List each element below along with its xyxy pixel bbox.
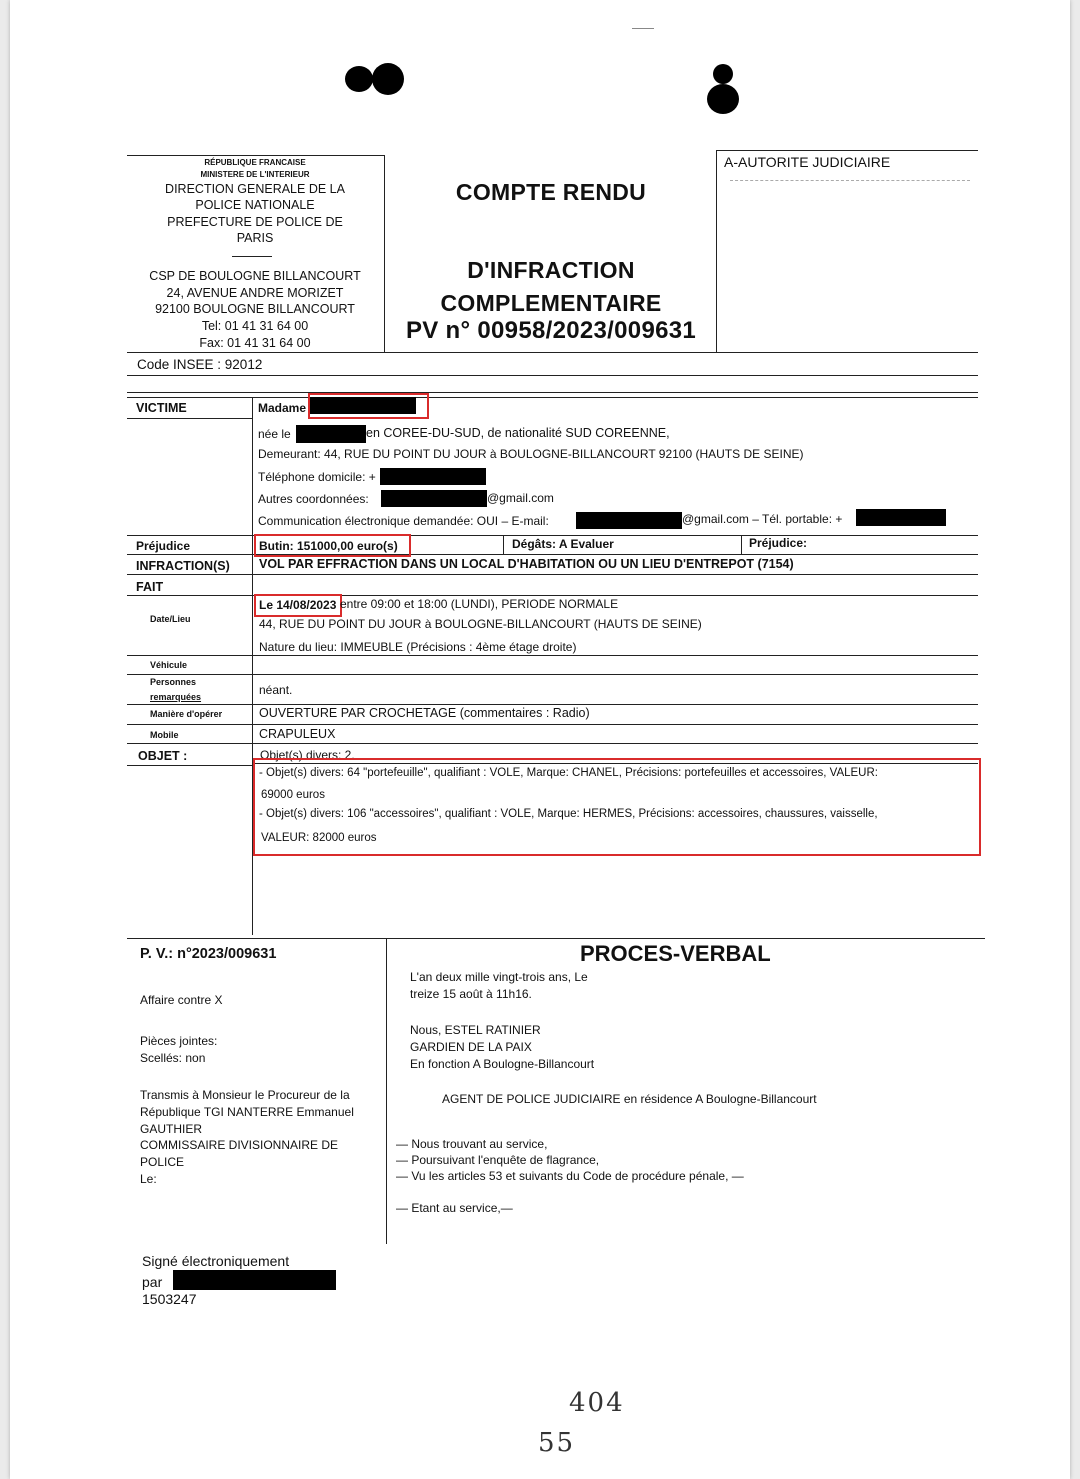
objet-divers: Objet(s) divers: 2.	[260, 748, 355, 762]
pv-affaire: Affaire contre X	[140, 993, 223, 1007]
redacted-email-2	[576, 512, 682, 529]
victime-communication-suite: @gmail.com – Tél. portable: +	[682, 512, 843, 526]
prejudice-label: Préjudice	[136, 539, 191, 553]
victime-demeurant: Demeurant: 44, RUE DU POINT DU JOUR à BOULOGNE-BILLANCOURT 92100 (HAUTS DE SEINE)	[258, 447, 804, 461]
pv-agent: AGENT DE POLICE JUDICIAIRE en résidence A Boulogne-Billancourt	[442, 1092, 817, 1106]
handwritten-page-55: 55	[538, 1428, 576, 1458]
victime-label: VICTIME	[136, 401, 187, 415]
redacted-signatory	[173, 1270, 336, 1290]
pv-treize: treize 15 août à 11h16.	[410, 987, 532, 1001]
highlight-date-box	[254, 594, 342, 617]
header-top-line-left	[127, 155, 385, 156]
fait-label: FAIT	[136, 580, 164, 594]
objet-item2-line2: VALEUR: 82000 euros	[261, 832, 377, 844]
pv-nous: Nous, ESTEL RATINIER	[410, 1023, 541, 1037]
victime-top-line	[127, 392, 978, 393]
pv-top-line	[127, 938, 985, 939]
fait-date: Le 14/08/2023	[259, 598, 337, 612]
insee-bottom-line	[127, 375, 978, 376]
csp-line-3: 92100 BOULOGNE BILLANCOURT	[155, 302, 355, 316]
pv-gardien: GARDIEN DE LA PAIX	[410, 1040, 532, 1054]
objet-label: OBJET :	[138, 749, 188, 763]
pv-divider	[386, 938, 387, 1244]
pv-par: par	[142, 1274, 163, 1290]
csp-line-4: Tel: 01 41 31 64 00	[201, 319, 309, 333]
pv-signe: Signé électroniquement	[142, 1253, 290, 1269]
redacted-mobile	[856, 509, 946, 526]
republique-text: RÉPUBLIQUE FRANCAISE	[204, 158, 306, 167]
handwritten-page-404: 404	[569, 1388, 625, 1418]
direction-line-4: PARIS	[236, 231, 274, 245]
punch-mark-right-2	[707, 84, 739, 114]
pv-transmis-1: Transmis à Monsieur le Procureur de la	[140, 1088, 350, 1102]
highlight-name-box	[308, 393, 429, 419]
personnes-label-1: Personnes	[150, 677, 197, 687]
pv-transmis-5: POLICE	[140, 1155, 185, 1169]
pv-transmis-6: Le:	[140, 1172, 157, 1186]
ministere-text: MINISTERE DE L'INTERIEUR	[200, 170, 310, 179]
title-complementaire: COMPLEMENTAIRE	[440, 290, 662, 316]
prejudice-butin: Butin: 151000,00 euro(s)	[259, 539, 398, 553]
victime-autres: Autres coordonnées:	[258, 492, 369, 506]
victime-communication: Communication électronique demandée: OUI – E-mail:	[258, 514, 549, 528]
prejudice-divider-1	[503, 535, 504, 554]
fait-date-suite: entre 09:00 et 18:00 (LUNDI), PERIODE NORMALE	[340, 597, 619, 611]
objet-item1-line1: - Objet(s) divers: 64 "portefeuille", qualifiant : VOLE, Marque: CHANEL, Précisions: portefeuilles et accessoires, VALEUR:	[259, 767, 878, 779]
pv-matricule: 1503247	[142, 1291, 197, 1307]
autorite-dashed-line	[730, 180, 970, 181]
pv-service: — Nous trouvant au service,	[396, 1137, 548, 1151]
victime-label-line	[127, 418, 252, 419]
victime-nee: née le	[258, 427, 291, 441]
pv-transmis-4: COMMISSAIRE DIVISIONNAIRE DE	[140, 1138, 339, 1152]
victime-autres-suite: @gmail.com	[487, 491, 554, 505]
vehicule-label: Véhicule	[150, 660, 188, 670]
label-column-divider	[252, 397, 253, 757]
header-top-line-right	[716, 150, 978, 151]
highlight-butin-box	[254, 534, 411, 557]
date-lieu-bottom-line	[127, 655, 978, 656]
fait-nature: Nature du lieu: IMMEUBLE (Précisions : 4ème étage droite)	[259, 640, 577, 654]
mobile-bottom-line	[127, 743, 978, 744]
pv-transmis-3: GAUTHIER	[140, 1122, 203, 1136]
pv-etant: — Etant au service,—	[396, 1201, 513, 1215]
pv-scelles: Scellés: non	[140, 1051, 206, 1065]
pv-title: PROCES-VERBAL	[580, 941, 771, 966]
scan-dash	[632, 28, 654, 29]
personnes-label-2: remarquées	[150, 692, 202, 702]
pv-transmis-2: République TGI NANTERRE Emmanuel	[140, 1105, 354, 1119]
punch-mark-right-1	[713, 64, 733, 84]
csp-line-5: Fax: 01 41 31 64 00	[199, 336, 311, 350]
pv-fonction: En fonction A Boulogne-Billancourt	[410, 1057, 595, 1071]
vehicule-bottom-line	[127, 674, 978, 675]
maniere-bottom-line	[127, 724, 978, 725]
objet-label-line	[127, 765, 252, 766]
header-separator	[232, 256, 272, 257]
title-compte-rendu: COMPTE RENDU	[455, 179, 647, 205]
prejudice-prejudice2: Préjudice:	[749, 536, 808, 550]
fait-adresse: 44, RUE DU POINT DU JOUR à BOULOGNE-BILLANCOURT (HAUTS DE SEINE)	[259, 617, 702, 631]
victime-top-line-2	[127, 397, 978, 398]
victime-telephone: Téléphone domicile: +	[258, 470, 376, 484]
victime-nee-suite: en COREE-DU-SUD, de nationalité SUD COREENNE,	[366, 426, 670, 440]
header-bottom-line	[127, 352, 978, 353]
redacted-birthdate	[296, 425, 366, 443]
date-lieu-label: Date/Lieu	[150, 614, 191, 624]
infraction-label: INFRACTION(S)	[136, 559, 230, 573]
prejudice-divider-2	[741, 535, 742, 554]
pv-an: L'an deux mille vingt-trois ans, Le	[410, 970, 588, 984]
objet-item2-line1: - Objet(s) divers: 106 "accessoires", qualifiant : VOLE, Marque: HERMES, Précisions: accessoires, chaussures, vaisselle,	[259, 808, 878, 820]
header-divider-1	[384, 155, 385, 352]
infraction-bottom-line	[127, 574, 978, 575]
header-divider-2	[716, 150, 717, 352]
victime-madame: Madame	[258, 401, 307, 415]
direction-line-2: POLICE NATIONALE	[195, 198, 315, 212]
pv-poursuivant: — Poursuivant l'enquête de flagrance,	[396, 1153, 600, 1167]
redacted-phone	[380, 468, 486, 485]
pv-articles: — Vu les articles 53 et suivants du Code de procédure pénale, —	[396, 1169, 744, 1183]
prejudice-degats: Dégâts: A Evaluer	[512, 537, 614, 551]
redacted-email-1	[381, 490, 487, 507]
direction-line-3: PREFECTURE DE POLICE DE	[167, 215, 343, 229]
mobile-label: Mobile	[150, 730, 179, 740]
objet-item1-line2: 69000 euros	[261, 789, 325, 801]
title-pv-number: PV n° 00958/2023/009631	[405, 317, 697, 344]
infraction-value: VOL PAR EFFRACTION DANS UN LOCAL D'HABITATION OU UN LIEU D'ENTREPOT (7154)	[259, 557, 794, 571]
maniere-value: OUVERTURE PAR CROCHETAGE (commentaires : Radio)	[259, 706, 590, 720]
maniere-label: Manière d'opérer	[150, 709, 223, 719]
punch-mark-left-2	[372, 63, 404, 95]
direction-line-1: DIRECTION GENERALE DE LA	[165, 182, 345, 196]
csp-line-2: 24, AVENUE ANDRE MORIZET	[166, 286, 344, 300]
code-insee: Code INSEE : 92012	[137, 357, 263, 372]
personnes-bottom-line	[127, 704, 978, 705]
punch-mark-left-1	[345, 66, 373, 92]
mobile-value: CRAPULEUX	[259, 727, 336, 741]
autorite-judiciaire: A-AUTORITE JUDICIAIRE	[724, 154, 891, 170]
pv-pieces: Pièces jointes:	[140, 1034, 218, 1048]
pv-numero: P. V.: n°2023/009631	[140, 946, 277, 962]
csp-line-1: CSP DE BOULOGNE BILLANCOURT	[149, 269, 361, 283]
personnes-value: néant.	[259, 683, 293, 697]
title-infraction: D'INFRACTION	[467, 257, 635, 283]
